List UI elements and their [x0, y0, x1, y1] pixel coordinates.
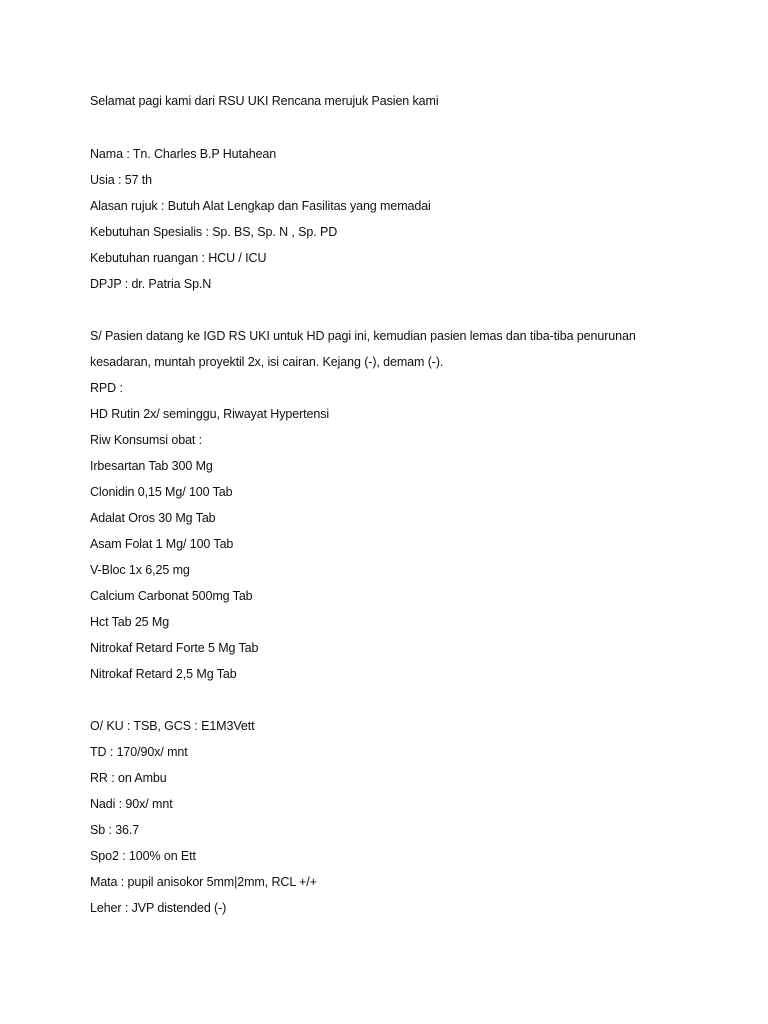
dpjp: DPJP : dr. Patria Sp.N: [90, 277, 212, 291]
medication-item: Hct Tab 25 Mg: [90, 615, 170, 629]
medication-item: Asam Folat 1 Mg/ 100 Tab: [90, 537, 234, 551]
objective-sb: Sb : 36.7: [90, 823, 140, 837]
objective-rr: RR : on Ambu: [90, 771, 167, 785]
room-needs: Kebutuhan ruangan : HCU / ICU: [90, 251, 267, 265]
medication-item: Nitrokaf Retard Forte 5 Mg Tab: [90, 641, 259, 655]
medication-item: Clonidin 0,15 Mg/ 100 Tab: [90, 485, 233, 499]
medication-item: V-Bloc 1x 6,25 mg: [90, 563, 190, 577]
objective-leher: Leher : JVP distended (-): [90, 901, 227, 915]
medication-label: Riw Konsumsi obat :: [90, 433, 203, 447]
rpd-label: RPD :: [90, 381, 123, 395]
objective-nadi: Nadi : 90x/ mnt: [90, 797, 173, 811]
medication-item: Calcium Carbonat 500mg Tab: [90, 589, 253, 603]
referral-reason: Alasan rujuk : Butuh Alat Lengkap dan Fasilitas yang memadai: [90, 199, 431, 213]
patient-age: Usia : 57 th: [90, 173, 153, 187]
patient-name: Nama : Tn. Charles B.P Hutahean: [90, 147, 277, 161]
rpd-text: HD Rutin 2x/ seminggu, Riwayat Hypertensi: [90, 407, 330, 421]
objective-mata: Mata : pupil anisokor 5mm|2mm, RCL +/+: [90, 875, 317, 889]
specialist-needs: Kebutuhan Spesialis : Sp. BS, Sp. N , Sp. PD: [90, 225, 338, 239]
objective-td: TD : 170/90x/ mnt: [90, 745, 188, 759]
medication-item: Nitrokaf Retard 2,5 Mg Tab: [90, 667, 237, 681]
objective-spo2: Spo2 : 100% on Ett: [90, 849, 196, 863]
subjective-line-2: kesadaran, muntah proyektil 2x, isi cairan. Kejang (-), demam (-).: [90, 355, 444, 369]
intro-text: Selamat pagi kami dari RSU UKI Rencana merujuk Pasien kami: [90, 94, 439, 108]
subjective-line-1: S/ Pasien datang ke IGD RS UKI untuk HD pagi ini, kemudian pasien lemas dan tiba-tiba penurunan: [90, 329, 636, 343]
medication-item: Adalat Oros 30 Mg Tab: [90, 511, 216, 525]
objective-ku: O/ KU : TSB, GCS : E1M3Vett: [90, 719, 255, 733]
medication-item: Irbesartan Tab 300 Mg: [90, 459, 213, 473]
